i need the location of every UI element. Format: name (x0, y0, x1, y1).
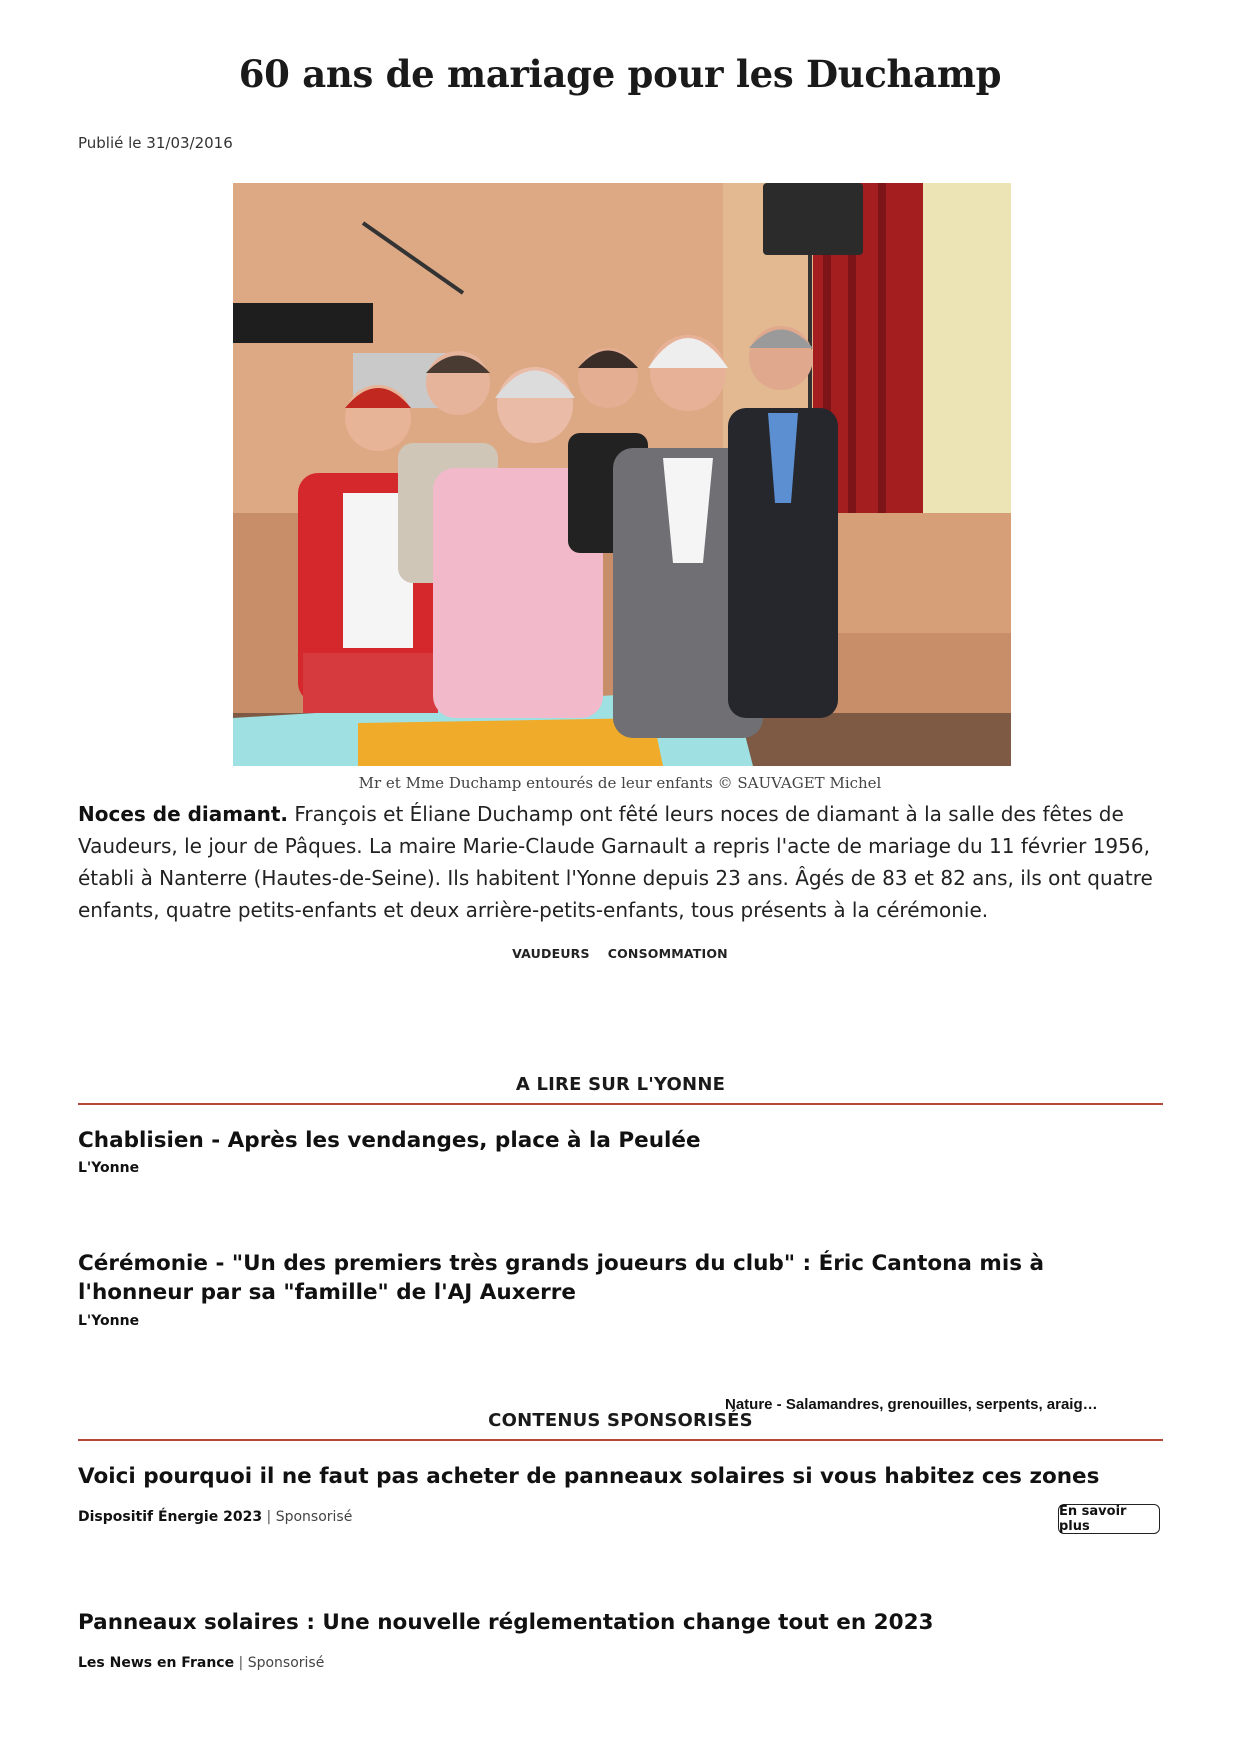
read-more-source-1: L'Yonne (78, 1160, 140, 1176)
tag-consommation[interactable]: CONSOMMATION (607, 946, 728, 961)
sponsored-source-2: Les News en France (78, 1655, 235, 1671)
read-more-divider (78, 1103, 1163, 1105)
sponsored-title-1[interactable]: Voici pourquoi il ne faut pas acheter de panneaux solaires si vous habitez ces zones (78, 1464, 1100, 1489)
learn-more-button[interactable]: En savoir plus (1058, 1504, 1160, 1534)
article-lead: Noces de diamant. (78, 802, 289, 826)
sponsored-label: Sponsorisé (275, 1509, 353, 1525)
sponsored-label: Sponsorisé (247, 1655, 325, 1671)
sponsored-divider (78, 1439, 1163, 1441)
sponsored-meta-1 (78, 1509, 352, 1525)
floating-article-teaser[interactable]: Nature - Salamandres, grenouilles, serpents, araig… (725, 1396, 1098, 1413)
read-more-heading: A LIRE SUR L'YONNE (515, 1074, 726, 1095)
photo-caption: Mr et Mme Duchamp entourés de leur enfants © SAUVAGET Michel (358, 774, 882, 792)
sponsored-meta-2 (78, 1655, 324, 1671)
sponsored-source-1: Dispositif Énergie 2023 (78, 1509, 263, 1525)
read-more-title-1[interactable]: Chablisien - Après les vendanges, place à la Peulée (78, 1128, 701, 1153)
article-title: 60 ans de mariage pour les Duchamp (238, 52, 1002, 96)
article-tags (0, 946, 1240, 961)
article-body-text: François et Éliane Duchamp ont fêté leurs noces de diamant à la salle des fêtes de Vaudeurs, le jour de Pâques. La maire Marie-Claude Garnault a repris l'acte de mariage du 11 février 1956, établi à Nanterre (Hautes-de-Seine). Ils habitent l'Yonne depuis 23 ans. Âgés de 83 et 82 ans, ils ont quatre enfants, quatre petits-enfants et deux arrière-petits-enfants, tous présents à la cérémonie. (78, 802, 1153, 922)
sponsored-heading: CONTENUS SPONSORISÉS (488, 1410, 753, 1431)
publication-date: Publié le 31/03/2016 (78, 134, 233, 152)
meta-separator: | (266, 1509, 272, 1525)
article-photo (233, 183, 1011, 766)
meta-separator: | (238, 1655, 244, 1671)
family-photo-illustration (233, 183, 1011, 766)
read-more-source-2: L'Yonne (78, 1313, 140, 1329)
sponsored-title-2[interactable]: Panneaux solaires : Une nouvelle réglementation change tout en 2023 (78, 1610, 934, 1635)
tag-vaudeurs[interactable]: VAUDEURS (512, 946, 590, 961)
read-more-title-2[interactable]: Cérémonie - "Un des premiers très grands joueurs du club" : Éric Cantona mis à l'honneur par sa "famille" de l'AJ Auxerre (78, 1251, 1044, 1305)
article-body (78, 798, 1163, 926)
